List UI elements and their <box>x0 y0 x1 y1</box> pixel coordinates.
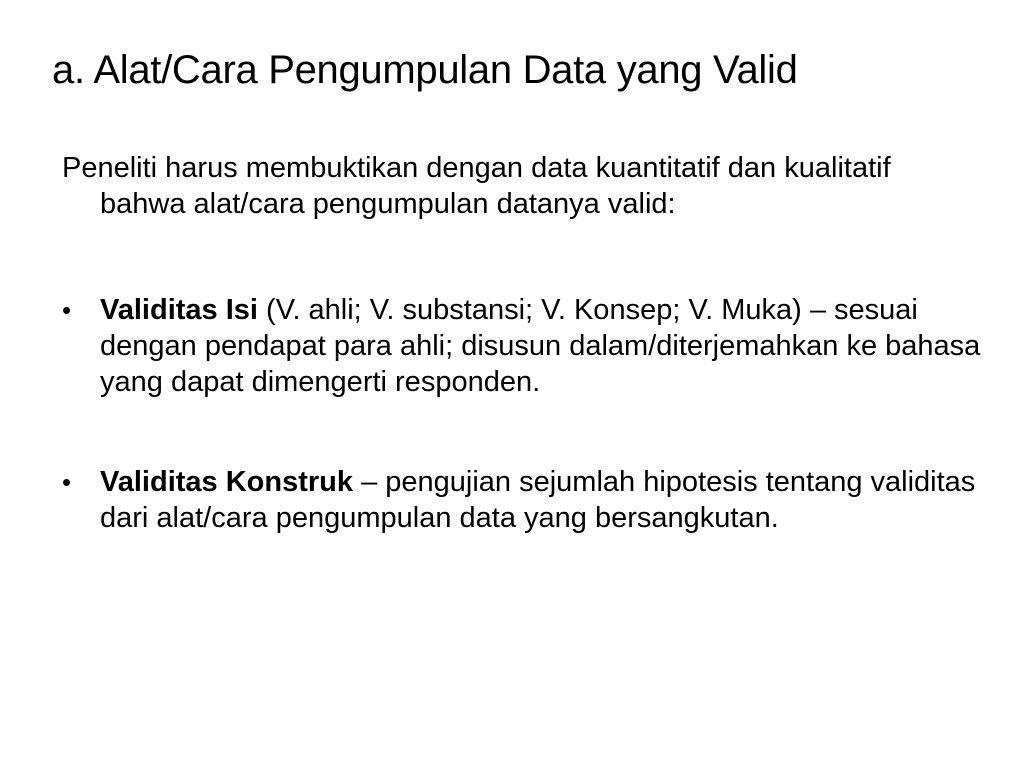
bullet-icon: • <box>62 467 72 497</box>
slide-body <box>62 150 982 536</box>
bullet-term: Validitas Isi <box>100 294 258 326</box>
bullet-term: Validitas Konstruk <box>100 466 354 498</box>
bullet-text: (V. ahli; V. substansi; V. Konsep; V. Muka) – sesuai dengan pendapat para ahli; disusun dalam/diterjemahkan ke bahasa yang dapat dimengerti responden. <box>100 294 981 398</box>
slide-title: a. Alat/Cara Pengumpulan Data yang Valid <box>52 48 798 92</box>
bullet-item-validitas-konstruk <box>62 464 982 536</box>
intro-paragraph: Peneliti harus membuktikan dengan data kuantitatif dan kualitatif bahwa alat/cara pengumpulan datanya valid: <box>62 152 891 220</box>
bullet-icon: • <box>62 295 72 325</box>
bullet-item-validitas-isi <box>62 292 982 400</box>
bullet-text: – pengujian sejumlah hipotesis tentang validitas dari alat/cara pengumpulan data yang bersangkutan. <box>100 466 976 534</box>
